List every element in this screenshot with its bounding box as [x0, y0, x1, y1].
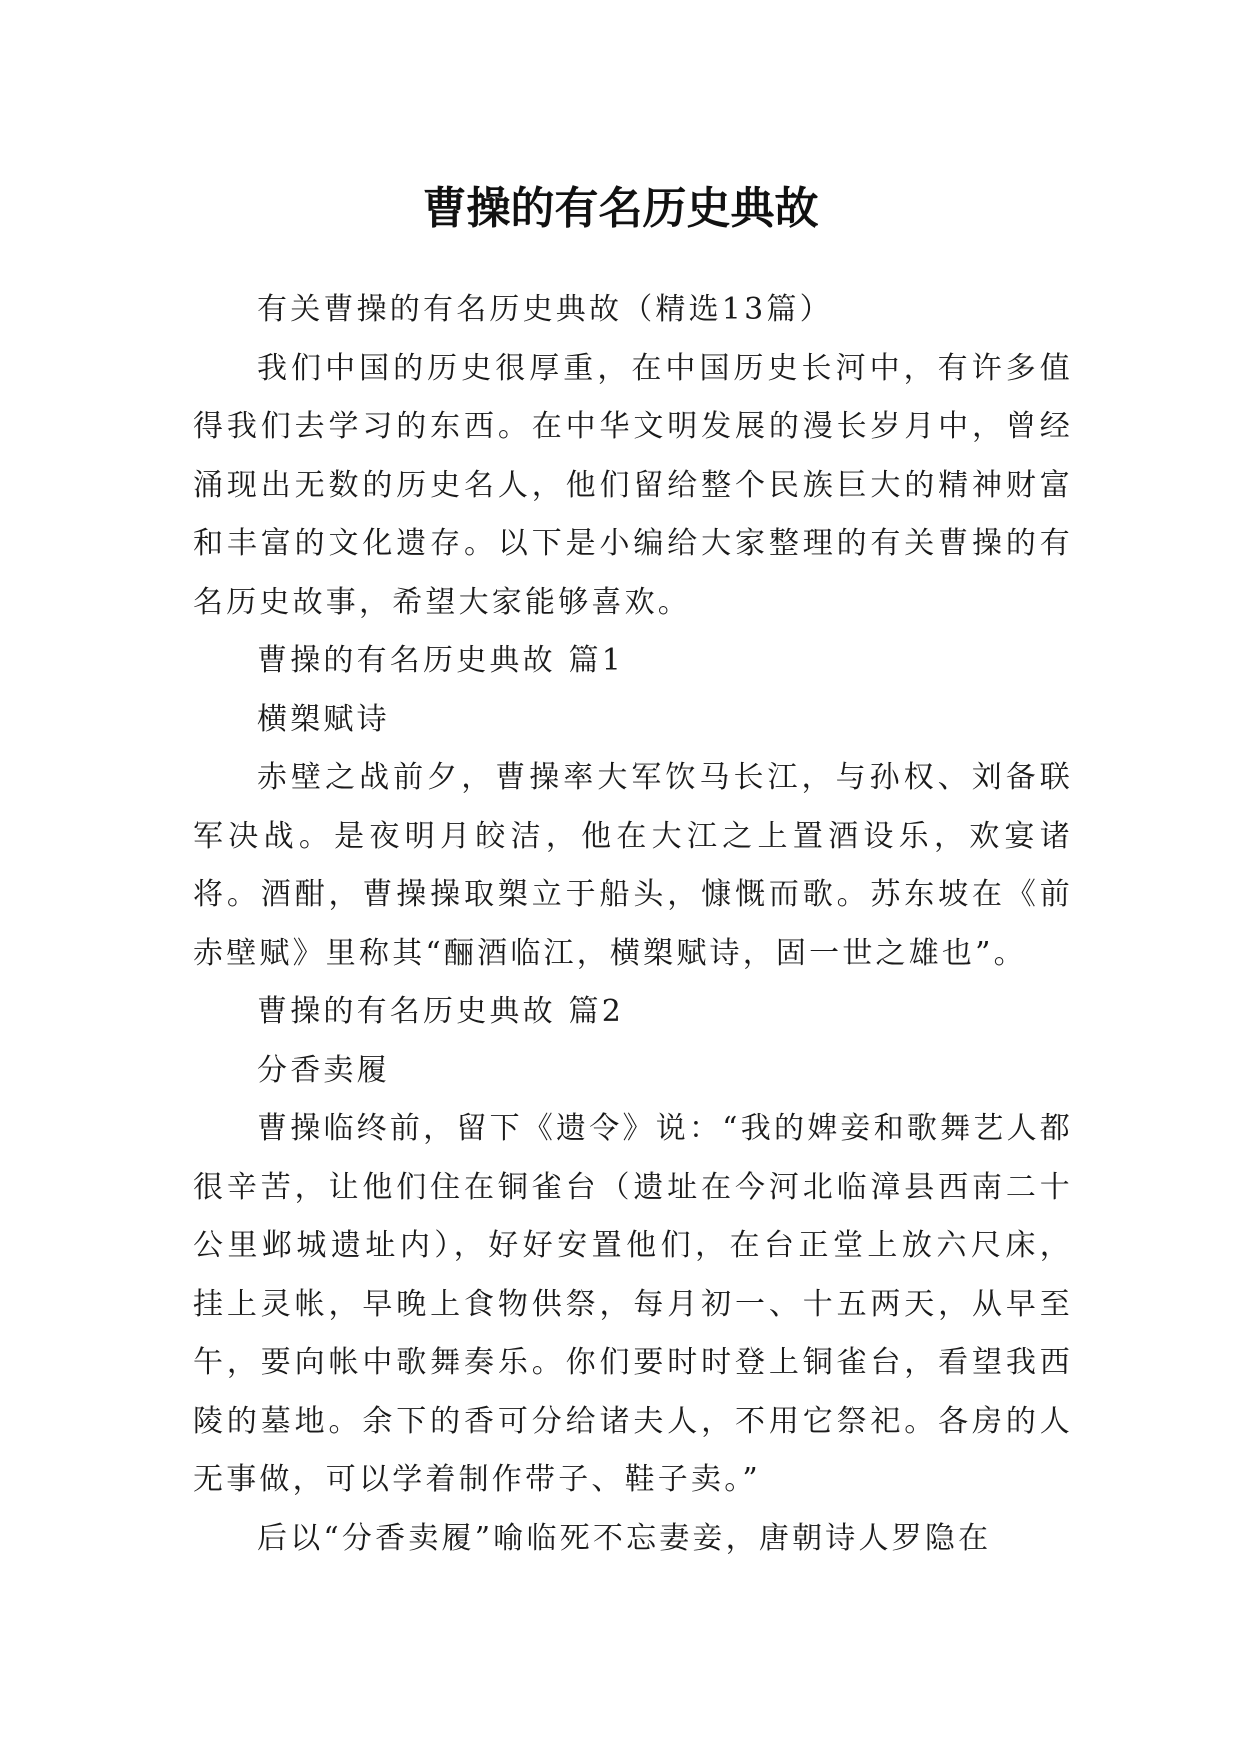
document-title: 曹操的有名历史典故 — [422, 183, 819, 235]
story-title-1: 横槊赋诗 — [257, 701, 390, 737]
section-heading-1: 曹操的有名历史典故 篇1 — [257, 643, 625, 678]
story-paragraph-2: 曹操临终前，留下《遗令》说：“我的婢妾和歌舞艺人都很辛苦，让他们住在铜雀台（遗址在今河北临漳县西南二十公里邺城遗址内），好好安置他们，在台正堂上放六尺床，挂上灵帐，早晚上食物供祭，每月初一、十五两天，从早至午，要向帐中歌舞奏乐。你们要时时登上铜雀台，看望我西陵的墓地。余下的香可分给诸夫人，不用它祭祀。各房的人无事做，可以学着制作带子、鞋子卖。” — [193, 1111, 1073, 1497]
document-body — [193, 281, 1073, 1568]
intro-paragraph: 我们中国的历史很厚重，在中国历史长河中，有许多值得我们去学习的东西。在中华文明发展的漫长岁月中，曾经涌现出无数的历史名人，他们留给整个民族巨大的精神财富和丰富的文化遗存。以下是小编给大家整理的有关曹操的有名历史故事，希望大家能够喜欢。 — [193, 350, 1073, 620]
intro-heading: 有关曹操的有名历史典故（精选13篇） — [257, 292, 833, 327]
section-heading-2: 曹操的有名历史典故 篇2 — [257, 994, 625, 1029]
story-paragraph-1: 赤壁之战前夕，曹操率大军饮马长江，与孙权、刘备联军决战。是夜明月皎洁，他在大江之上置酒设乐，欢宴诸将。酒酣，曹操操取槊立于船头，慷慨而歌。苏东坡在《前赤壁赋》里称其“酾酒临江，横槊赋诗，固一世之雄也”。 — [193, 760, 1073, 971]
story-title-2: 分香卖履 — [257, 1052, 390, 1088]
story-paragraph-2b: 后以“分香卖履”喻临死不忘妻妾，唐朝诗人罗隐在 — [257, 1520, 992, 1556]
